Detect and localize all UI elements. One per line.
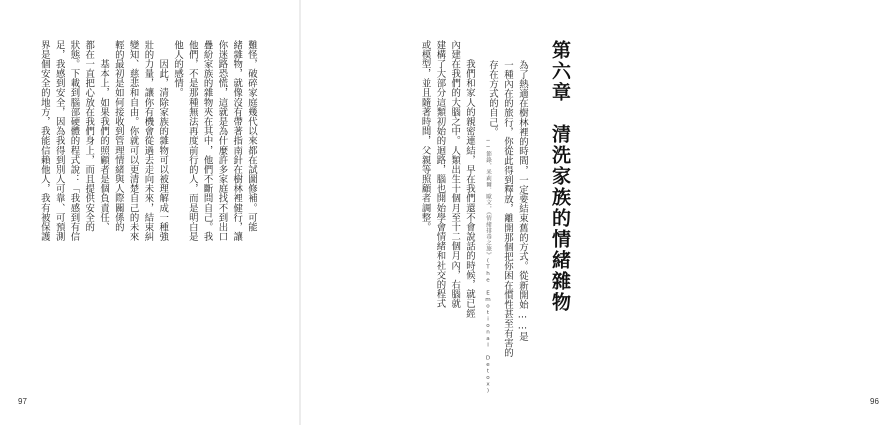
right-page-number: 96 <box>870 397 879 406</box>
left-page-body-text: 難怪，破碎家庭幾代以來都在試圖修補。可能 緒雜物，就像沒有帶著指南針在樹林裡健行，讓 你迷路恐慌，這就是為什麼許多家庭找不到出口 疊紛家族的雜物夾在其中，他們不斷問自己。我 他們，不是那種無法再度前行的人，而是明白是 他人的感情。 因此，清除家族的雜物可以被理解成一種強 壯的力量，讓你有機會從過去走向未來，結束糾 變知、慈悲和自由。你就可以更清楚自己的未來 輕的最初是如何接收到管理情緒與人際關係的 基本上，如果我們的照顧者是個負責任、 都在一直把心放在我們身上，而且提供安全的 狀態。下載到腦部硬體的程式說：「我感到有信 足，我感到安全，因為我得到別人可靠、可預測 界是個安全的地方，我能信賴他人，我有被保護 <box>38 40 257 242</box>
left-page-number: 97 <box>18 397 27 406</box>
chapter-title: 第六章 清洗家族的情緒雜物 <box>549 40 571 313</box>
left-page <box>0 0 300 425</box>
right-page <box>300 0 879 425</box>
chapter-epigraph: 為了熱適在樹林裡的時間，一定要結束舊的方式。從新開始……是 一種內在的旅行，你從此得到釋放，離開那個把你困在慣性甚至有害的 存在方式的自己。 <box>487 60 528 358</box>
epigraph-attribution: ──節錄，米莉爾．歐文，《情緒排毒之旅》(The Emotional Detox) <box>485 138 491 395</box>
right-page-body-text: 我們和家人的親密連結，早在我們還不會說話的時候，就已經 內建在我們的大腦之中。人類出生十個月至十二個月內，右腦就 建構了大部分這類初始的迴路，腦也開始學會情緒和社交的程式 或模型，並且隨著時間，父親等照顧者調整。 <box>419 40 475 319</box>
